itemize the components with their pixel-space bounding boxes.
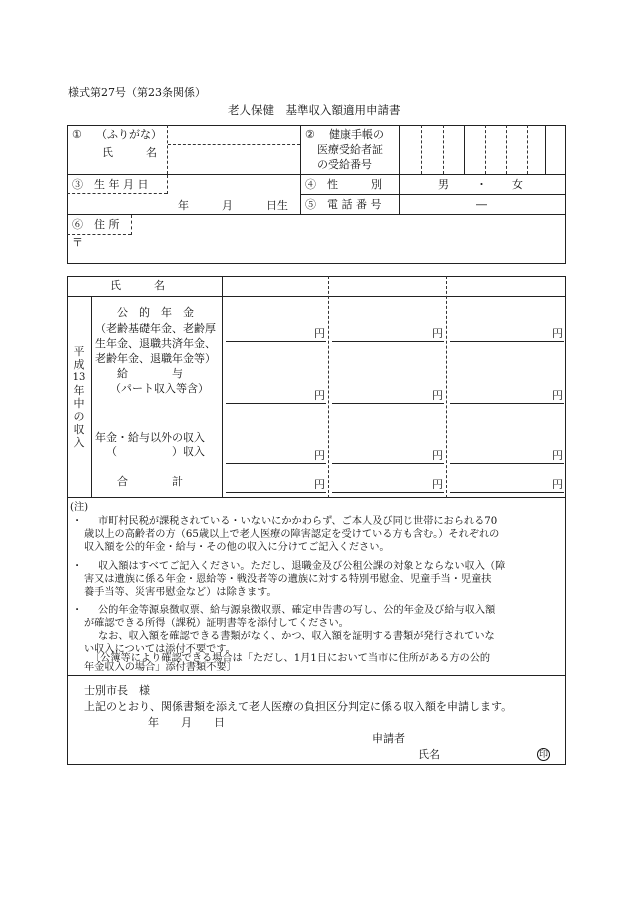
address-field[interactable] [86,237,564,262]
furigana-label: （ふりがな） [96,128,162,141]
note-bullet: ・ [72,605,83,616]
form-number: 様式第27号（第23条関係） [68,86,206,99]
seal-mark: 印 [538,750,548,760]
amount-underline [450,403,564,404]
gender-label: ④ 性 別 [305,178,382,191]
birth-label-underline [67,193,167,194]
income-period-label: 平 成 13 年 中 の 収 入 [72,345,86,449]
applicant-name-field[interactable] [446,746,530,762]
phone-label: ⑤ 電 話 番 号 [305,198,382,211]
address-label-underline [67,234,131,235]
declaration-statement: 上記のとおり、関係書類を添えて老人医療の負担区分判定に係る収入額を申請します。 [84,700,513,713]
note3-line1: 公的年金等源泉徴収票、給与源泉徴収票、確定申告書の写し、公的年金及び給与収入額 [98,605,496,616]
cert-number: ② [305,128,315,141]
other-income-desc: （ ）収入 [106,445,205,458]
member-column-divider [222,276,223,498]
amount-underline [332,492,444,493]
cert-digit-divider [545,125,546,174]
birth-label-divider [167,175,168,194]
yen-unit: 円 [552,327,563,340]
salary-title: 給 与 [117,367,183,380]
pension-title: 公 的 年 金 [117,306,194,319]
birth-date-field[interactable] [170,176,298,212]
yen-unit: 円 [552,478,563,491]
amount-underline [226,463,326,464]
furigana-divider [168,144,300,145]
address-label-divider [131,215,132,235]
member-name-field-1[interactable] [224,278,327,295]
name-field[interactable] [170,147,298,171]
salary-amount-field-2[interactable] [332,386,430,401]
note2-line3: 養手当等、災害弔慰金など）は除きます。 [84,587,277,598]
note2-line1: 収入額はすべてご記入ください。ただし、退職金及び公租公課の対象とならない収入（障 [98,561,506,572]
salary-amount-field-3[interactable] [450,386,550,401]
notes-declaration-divider [67,675,566,676]
amount-underline [226,403,326,404]
yen-unit: 円 [432,478,443,491]
cert-number-field[interactable] [400,126,545,173]
amount-underline [450,341,564,342]
total-amount-field-3[interactable] [450,475,550,490]
cert-label-line2: 医療受給者証 [317,143,383,156]
column-divider [300,125,301,214]
yen-unit: 円 [314,389,325,402]
gender-female-option[interactable]: 女 [512,178,523,191]
address-label: ⑥ 住 所 [72,218,120,231]
postal-mark: 〒 [72,236,83,249]
amount-underline [450,492,564,493]
row-divider [67,174,566,175]
gender-male-option[interactable]: 男 [438,178,449,191]
note3-line2: が確認できる所得（課税）証明書等を添付してください。 [84,618,349,629]
note-bullet: ・ [72,561,83,572]
name-label-divider [167,125,168,174]
other-income-amount-field-3[interactable] [450,446,550,461]
yen-unit: 円 [552,389,563,402]
note3-line3: なお、収入額を確認できる書類がなく、かつ、収入額を証明する書類が発行されていな [98,631,495,642]
amount-underline [226,341,326,342]
pension-desc-line2: 生年金、退職共済年金、 [95,337,216,350]
pension-desc-line3: 老齢年金、退職年金等） [95,352,216,365]
yen-unit: 円 [432,389,443,402]
notes-header: (注) [70,502,89,513]
note1-line1: 市町村民税が課税されている・いないにかかわらず、ご本人及び同じ世帯におられる70 [98,516,498,527]
note3-line5: 〔公簿等により確認できる場合は「ただし、1月1日において当市に住所がある方の公的 [90,653,491,664]
total-title: 合 計 [117,475,183,488]
other-income-title: 年金・給与以外の収入 [95,431,205,444]
addressee: 士別市長 様 [84,684,150,697]
member-column-divider [446,276,447,498]
other-income-amount-field-1[interactable] [226,446,312,461]
member-column-divider [328,276,329,498]
yen-unit: 円 [552,449,563,462]
birth-label: ③ 生 年 月 日 [72,178,149,191]
amount-underline [226,492,326,493]
phone-field[interactable] [400,195,565,213]
birth-date-units: 年 月 日生 [178,199,288,212]
gender-separator: ・ [476,178,487,191]
yen-unit: 円 [314,478,325,491]
form-title: 老人保健 基準収入額適用申請書 [228,103,401,117]
furigana-field[interactable] [170,128,298,142]
applicant-name-label: 氏名 [418,748,440,761]
note1-line2: 歳以上の高齢者の方（65歳以上で老人医療の障害認定を受けている方も含む。）それぞれの [84,529,500,540]
pension-amount-field-2[interactable] [332,324,430,339]
total-amount-field-1[interactable] [226,475,312,490]
member-name-field-2[interactable] [330,278,445,295]
yen-unit: 円 [432,327,443,340]
other-income-amount-field-2[interactable] [332,446,430,461]
phone-dash: ― [476,198,487,211]
row-divider [67,214,566,215]
income-header-divider [67,296,566,297]
income-name-header: 氏 名 [110,279,165,292]
amount-underline [332,463,444,464]
cert-label-line1: 健康手帳の [329,128,384,141]
application-date-field[interactable] [110,716,230,730]
amount-underline [332,341,444,342]
applicant-label: 申請者 [372,732,405,745]
cert-label-line3: の受給番号 [317,158,372,171]
note2-line2: 害又は遺族に係る年金・恩給等・戦没者等の遺族に対する特別弔慰金、児童手当・児童扶 [84,574,492,585]
note1-line3: 収入額を公的年金・給与・その他の収入に分けてご記入ください。 [84,542,390,553]
note3-line6: 年金収入の場合」添付書類不要〕 [84,662,237,673]
name-number: ① [72,128,82,141]
yen-unit: 円 [314,449,325,462]
member-name-field-3[interactable] [448,278,565,295]
amount-underline [332,403,444,404]
note3-line4: い収入については添付不要です。 [84,644,236,655]
amount-underline [450,463,564,464]
pension-amount-field-3[interactable] [450,324,550,339]
yen-unit: 円 [432,449,443,462]
pension-desc-line1: （老齢基礎年金、老齢厚 [95,322,216,335]
yen-unit: 円 [314,327,325,340]
salary-amount-field-1[interactable] [226,386,312,401]
note-bullet: ・ [72,516,83,527]
name-label: 氏 名 [102,146,157,159]
total-amount-field-2[interactable] [332,475,430,490]
application-date-units: 年 月 日 [148,716,225,729]
salary-desc: （パート収入等含） [110,382,209,395]
pension-amount-field-1[interactable] [226,324,312,339]
side-label-divider [91,296,92,498]
